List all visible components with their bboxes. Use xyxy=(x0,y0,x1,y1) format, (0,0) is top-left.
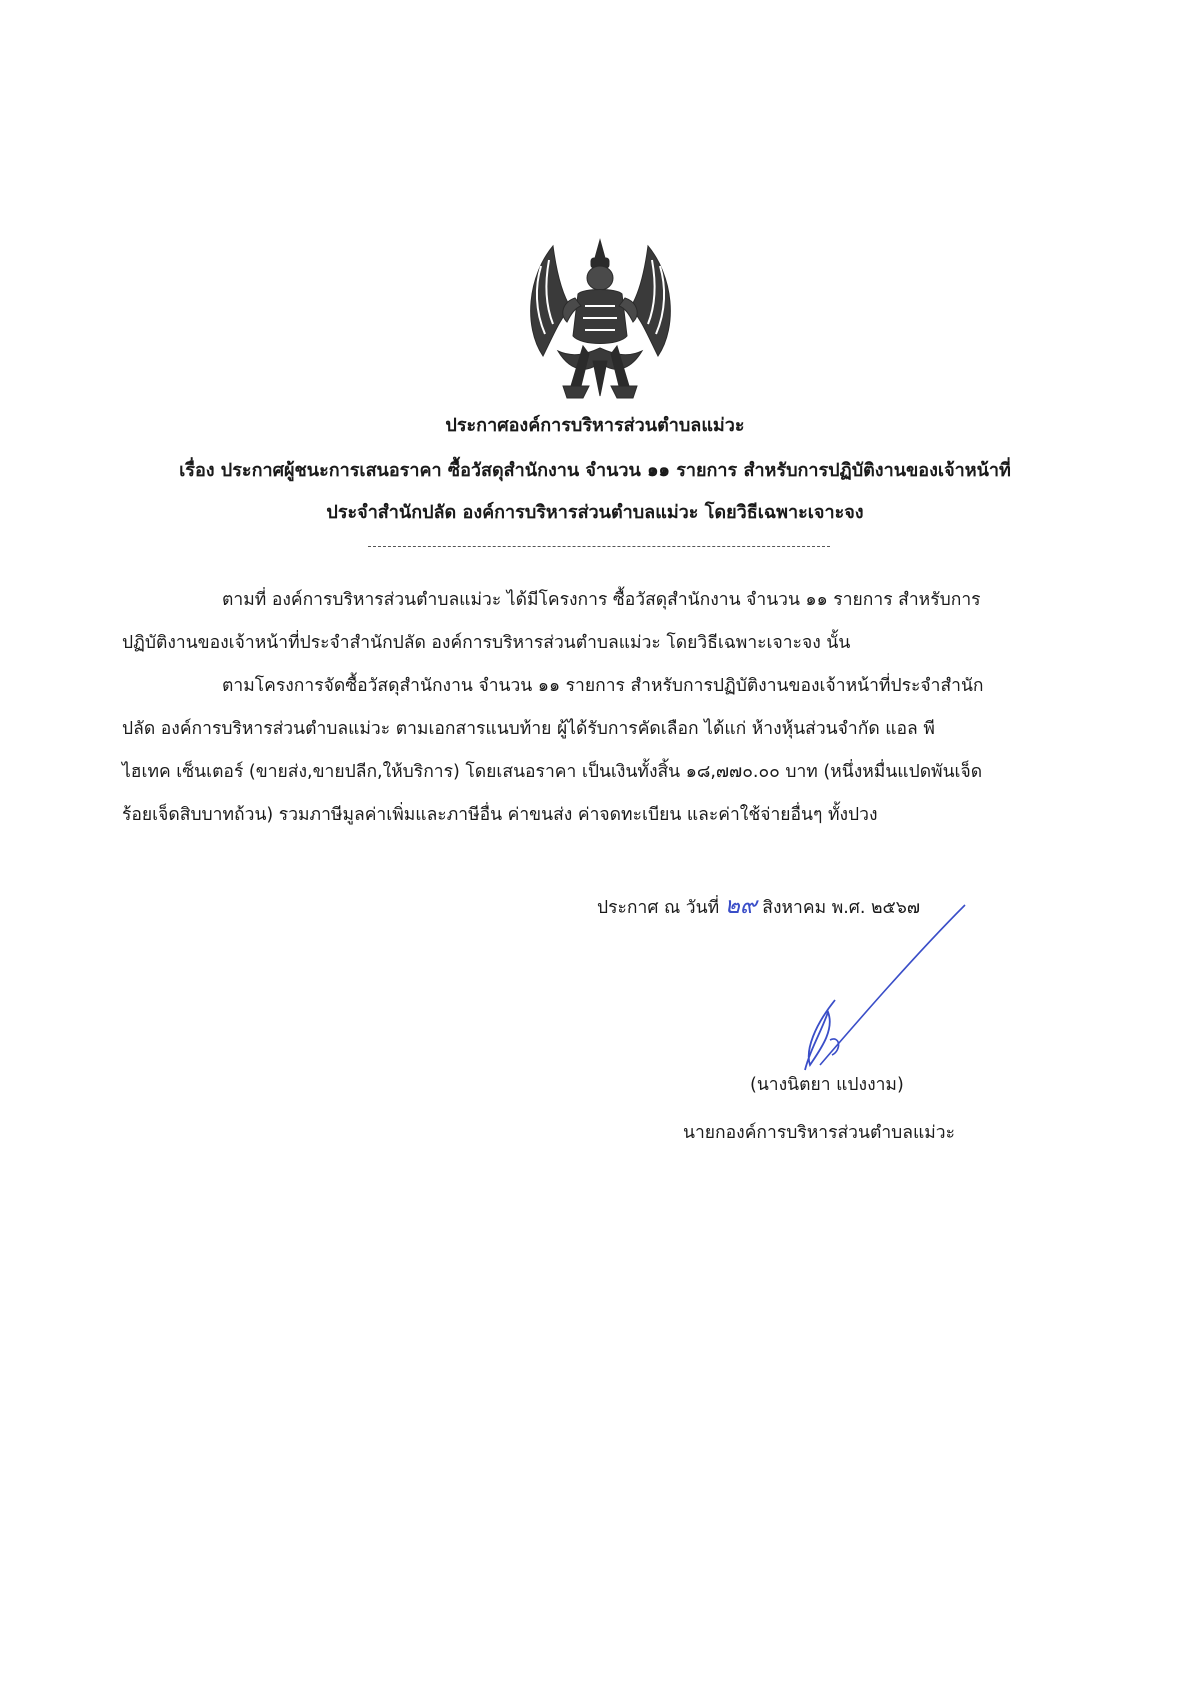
document-subject-line-2: ประจำสำนักปลัด องค์การบริหารส่วนตำบลแม่วะ โดยวิธีเฉพาะเจาะจง xyxy=(326,502,864,523)
date-month-year: สิงหาคม พ.ศ. ๒๕๖๗ xyxy=(762,898,921,918)
paragraph-2-line-1: ตามโครงการจัดซื้อวัสดุสำนักงาน จำนวน ๑๑ รายการ สำหรับการปฏิบัติงานของเจ้าหน้าที่ประจำสำนัก xyxy=(222,676,984,696)
paragraph-1-line-2: ปฏิบัติงานของเจ้าหน้าที่ประจำสำนักปลัด องค์การบริหารส่วนตำบลแม่วะ โดยวิธีเฉพาะเจาะจง นั้น xyxy=(122,633,851,653)
garuda-emblem-icon xyxy=(523,236,678,404)
paragraph-2-line-4: ร้อยเจ็ดสิบบาทถ้วน) รวมภาษีมูลค่าเพิ่มและภาษีอื่น ค่าขนส่ง ค่าจดทะเบียน และค่าใช้จ่ายอื่นๆ ทั้งปวง xyxy=(122,805,878,825)
document-subject-line-1: เรื่อง ประกาศผู้ชนะการเสนอราคา ซื้อวัสดุสำนักงาน จำนวน ๑๑ รายการ สำหรับการปฏิบัติงานของเจ้าหน้าที่ xyxy=(179,460,1011,481)
date-day-handwritten: ๒๙ xyxy=(724,893,757,919)
signature-scribble xyxy=(780,900,970,1075)
signatory-position: นายกองค์การบริหารส่วนตำบลแม่วะ xyxy=(683,1123,956,1143)
paragraph-2-line-2: ปลัด องค์การบริหารส่วนตำบลแม่วะ ตามเอกสารแนบท้าย ผู้ได้รับการคัดเลือก ได้แก่ ห้างหุ้นส่วนจำกัด แอล พี xyxy=(122,719,935,739)
signatory-name: (นางนิตยา แปงงาม) xyxy=(750,1075,904,1095)
paragraph-1-line-1: ตามที่ องค์การบริหารส่วนตำบลแม่วะ ได้มีโครงการ ซื้อวัสดุสำนักงาน จำนวน ๑๑ รายการ สำหรับการ xyxy=(222,590,981,610)
paragraph-2-line-3: ไฮเทค เซ็นเตอร์ (ขายส่ง,ขายปลีก,ให้บริการ) โดยเสนอราคา เป็นเงินทั้งสิ้น ๑๘,๗๗๐.๐๐ บาท (หนึ่งหมื่นแปดพันเจ็ด xyxy=(122,762,983,782)
document-title: ประกาศองค์การบริหารส่วนตำบลแม่วะ xyxy=(445,415,745,436)
date-prefix: ประกาศ ณ วันที่ xyxy=(597,898,720,918)
divider-line xyxy=(368,546,830,547)
